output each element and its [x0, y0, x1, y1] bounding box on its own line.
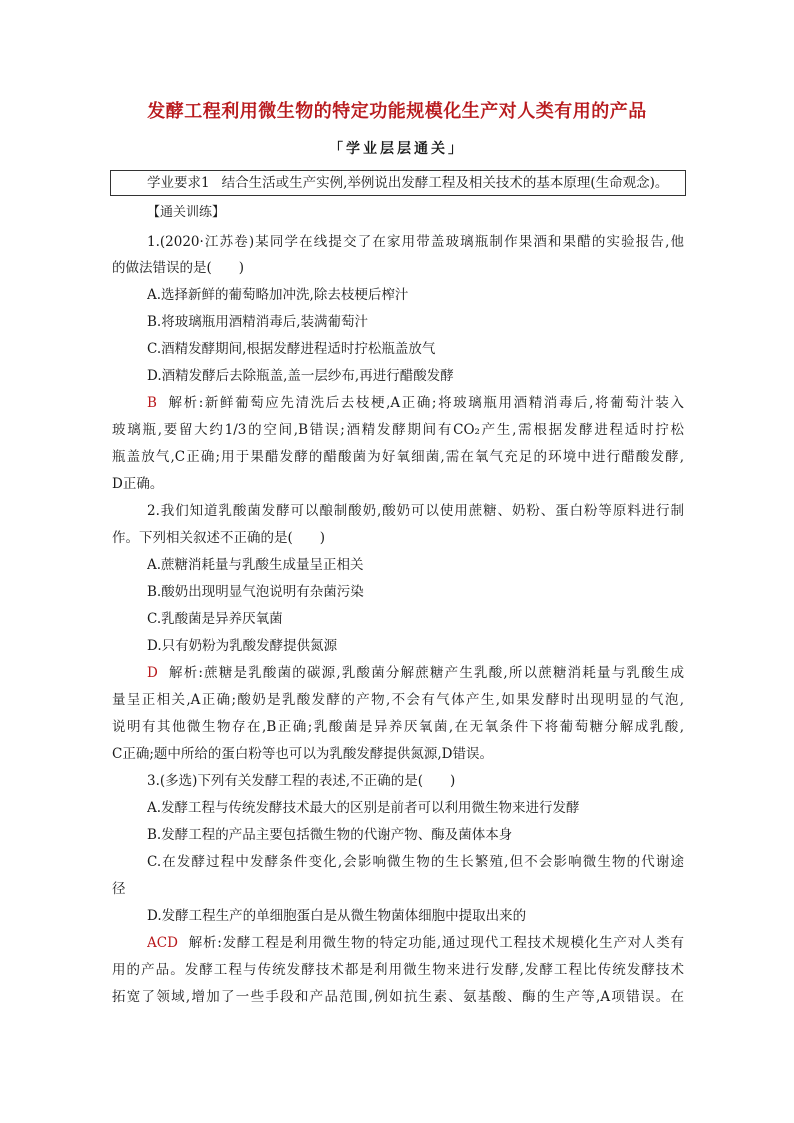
- q1-option-b: B.将玻璃瓶用酒精消毒后,装满葡萄汁: [147, 314, 369, 330]
- q3-option-c-line1: C.在发酵过程中发酵条件变化,会影响微生物的生长繁殖,但不会影响微生物的代谢途: [147, 854, 684, 870]
- q1-stem-line1: 1.(2020·江苏卷)某同学在线提交了在家用带盖玻璃瓶制作果酒和果醋的实验报告,他: [147, 234, 684, 250]
- q3-explanation-line3: 拓宽了领域,增加了一些手段和产品范围,例如抗生素、氨基酸、酶的生产等,A项错误。在: [112, 989, 684, 1005]
- drill-label: 【通关训练】: [147, 205, 226, 220]
- q1-option-d: D.酒精发酵后去除瓶盖,盖一层纱布,再进行醋酸发酵: [147, 368, 454, 384]
- q2-option-b: B.酸奶出现明显气泡说明有杂菌污染: [147, 584, 364, 600]
- section-title: 「学业层层通关」: [329, 141, 465, 157]
- q2-option-c: C.乳酸菌是异养厌氧菌: [147, 611, 283, 627]
- q1-explanation-line1: [147, 393, 684, 413]
- q1-option-c: C.酒精发酵期间,根据发酵进程适时拧松瓶盖放气: [147, 341, 436, 357]
- q2-stem-line2: 作。下列相关叙述不正确的是( ): [112, 530, 326, 546]
- q2-explanation-line1: [147, 663, 684, 683]
- q3-explanation-line1: [147, 933, 684, 953]
- q2-stem-line1: 2.我们知道乳酸菌发酵可以酿制酸奶,酸奶可以使用蔗糖、奶粉、蛋白粉等原料进行制: [147, 503, 684, 519]
- q2-answer: D: [147, 665, 158, 681]
- q1-explanation-text1: 解析:新鲜葡萄应先清洗后去枝梗,A正确;将玻璃瓶用酒精消毒后,将葡萄汁装入: [166, 395, 684, 411]
- q1-explanation-line4: D正确。: [112, 476, 164, 492]
- q3-option-b: B.发酵工程的产品主要包括微生物的代谢产物、酶及菌体本身: [147, 827, 513, 843]
- q2-option-a: A.蔗糖消耗量与乳酸生成量呈正相关: [147, 557, 364, 573]
- q2-explanation-line4: C正确;题中所给的蛋白粉等也可以为乳酸发酵提供氮源,D错误。: [112, 746, 493, 762]
- q2-explanation-text1: 解析:蔗糖是乳酸菌的碳源,乳酸菌分解蔗糖产生乳酸,所以蔗糖消耗量与乳酸生成: [167, 665, 684, 681]
- q1-option-a: A.选择新鲜的葡萄略加冲洗,除去枝梗后榨汁: [147, 287, 409, 303]
- q3-explanation-text1: 解析:发酵工程是利用微生物的特定功能,通过现代工程技术规模化生产对人类有: [187, 935, 684, 951]
- q1-explanation-line2: 玻璃瓶,要留大约1/3的空间,B错误;酒精发酵期间有CO₂产生,需根据发酵进程适时拧松: [112, 422, 684, 438]
- q1-stem-line2: 的做法错误的是( ): [112, 260, 245, 276]
- q3-explanation-line2: 用的产品。发酵工程与传统发酵技术都是利用微生物来进行发酵,发酵工程比传统发酵技术: [112, 962, 684, 978]
- q1-answer: B: [147, 395, 157, 411]
- q2-explanation-line2: 量呈正相关,A正确;酸奶是乳酸发酵的产物,不会有气体产生,如果发酵时出现明显的气泡,: [112, 692, 684, 708]
- q2-option-d: D.只有奶粉为乳酸发酵提供氮源: [147, 638, 338, 654]
- document-title: 发酵工程利用微生物的特定功能规模化生产对人类有用的产品: [147, 101, 647, 122]
- q3-option-a: A.发酵工程与传统发酵技术最大的区别是前者可以利用微生物来进行发酵: [147, 800, 580, 816]
- requirement-box: [110, 170, 686, 196]
- q3-option-d: D.发酵工程生产的单细胞蛋白是从微生物菌体细胞中提取出来的: [147, 908, 527, 924]
- requirement-text: 结合生活或生产实例,举例说出发酵工程及相关技术的基本原理(生命观念)。: [221, 175, 669, 191]
- q3-answer: ACD: [147, 935, 178, 951]
- q3-option-c-line2: 径: [112, 881, 126, 897]
- q2-explanation-line3: 说明有其他微生物存在,B正确;乳酸菌是异养厌氧菌,在无氧条件下将葡萄糖分解成乳酸,: [112, 719, 684, 735]
- q3-stem-line1: 3.(多选)下列有关发酵工程的表述,不正确的是( ): [147, 773, 456, 789]
- requirement-label: 学业要求1: [147, 175, 210, 191]
- q1-explanation-line3: 瓶盖放气,C正确;用于果醋发酵的醋酸菌为好氧细菌,需在氧气充足的环境中进行醋酸发酵,: [112, 449, 684, 465]
